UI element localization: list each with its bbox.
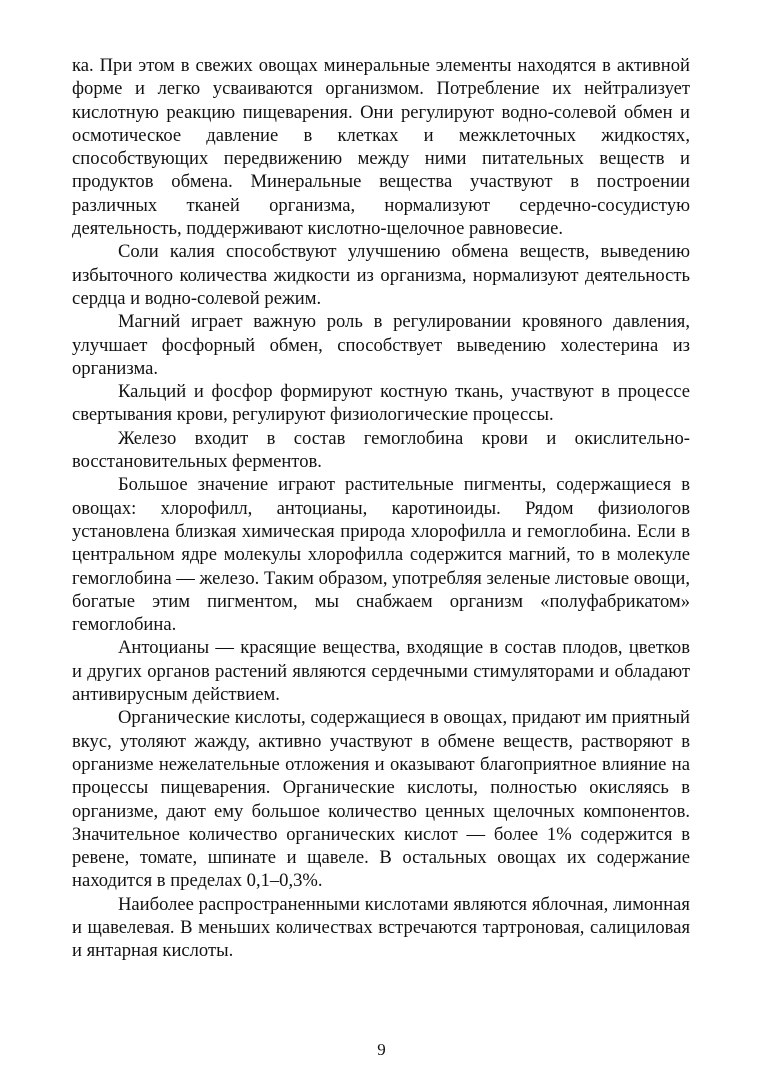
paragraph-organic-acids: Органические кислоты, содержащиеся в овощах, придают им приятный вкус, утоляют жажду, активно участвуют в обмене веществ, растворяют в организме нежелательные отложения и оказывают благоприятное влияние на процессы пищеварения. Органические кислоты, полностью окисляясь в организме, дают ему большое количество ценных щелочных компонентов. Значительное количество органических кислот — более 1% содержится в ревене, томате, шпинате и щавеле. В остальных овощах их содержание находится в пределах 0,1–0,3%. — [72, 707, 690, 892]
paragraph-calcium-phosphorus: Кальций и фосфор формируют костную ткань, участвуют в процессе свертывания крови, регулируют физиологические процессы. — [72, 381, 690, 426]
paragraph-potassium: Соли калия способствуют улучшению обмена веществ, выведению избыточного количества жидкости из организма, нормализуют деятельность сердца и водно-солевой режим. — [72, 241, 690, 309]
page-number: 9 — [377, 1040, 386, 1059]
paragraph-anthocyanins: Антоцианы — красящие вещества, входящие в состав плодов, цветков и других органов растений являются сердечными стимуляторами и обладают антивирусным действием. — [72, 637, 690, 706]
paragraph-common-acids: Наиболее распространенными кислотами являются яблочная, лимонная и щавелевая. В меньших количествах встречаются тартроновая, салициловая и янтарная кислоты. — [72, 893, 690, 962]
paragraph-pigments: Большое значение играют растительные пигменты, содержащиеся в овощах: хлорофилл, антоцианы, каротиноиды. Рядом физиологов установлена близкая химическая природа хлорофилла и гемоглобина. Если в центральном ядре молекулы хлорофилла содержится магний, то в молекуле гемоглобина — железо. Таким образом, употребляя зеленые листовые овощи, богатые этим пигментом, мы снабжаем организм «полуфабрикатом» гемоглобина. — [72, 474, 690, 636]
page-body — [72, 54, 690, 963]
paragraph-continuation: ка. При этом в свежих овощах минеральные элементы находятся в активной форме и легко усваиваются организмом. Потребление их нейтрализует кислотную реакцию пищеварения. Они регулируют водно-солевой обмен и осмотическое давление в клетках и межклеточных жидкостях, способствующих передвижению между ними питательных веществ и продуктов обмена. Минеральные вещества участвуют в построении различных тканей организма, нормализуют сердечно-сосудистую деятельность, поддерживают кислотно-щелочное равновесие. — [72, 55, 690, 240]
paragraph-iron: Железо входит в состав гемоглобина крови и окислительно-восстановительных ферментов. — [72, 427, 690, 473]
paragraph-magnesium: Магний играет важную роль в регулировании кровяного давления, улучшает фосфорный обмен, способствует выведению холестерина из организма. — [72, 311, 690, 379]
